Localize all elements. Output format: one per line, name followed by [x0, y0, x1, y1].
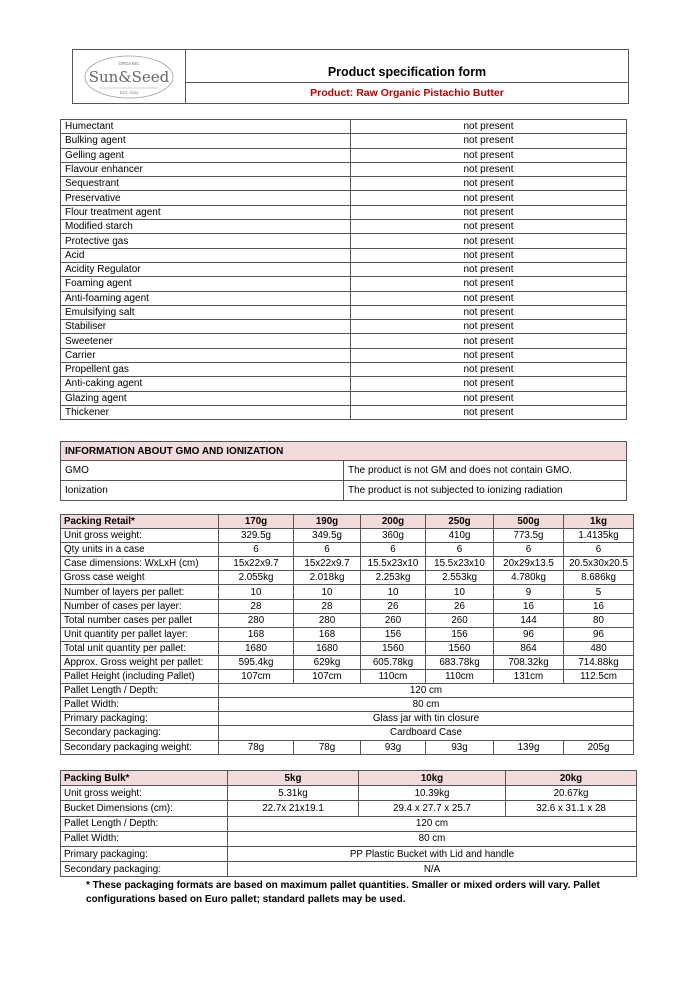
logo-cell — [73, 50, 186, 103]
retail-cell: 1680 — [294, 641, 361, 655]
retail-cell: 260 — [426, 613, 494, 627]
additive-name: Acid — [61, 248, 351, 262]
additive-name: Flour treatment agent — [61, 205, 351, 219]
additive-value: not present — [351, 377, 627, 391]
retail-cell: 28 — [294, 599, 361, 613]
retail-cell: 16 — [564, 599, 634, 613]
retail-cell: 26 — [426, 599, 494, 613]
retail-row — [61, 571, 634, 585]
retail-cell: 28 — [219, 599, 294, 613]
retail-row-label: Number of layers per pallet: — [61, 585, 219, 599]
additive-name: Glazing agent — [61, 391, 351, 405]
bulk-size-header: 20kg — [506, 771, 637, 786]
retail-cell: 5 — [564, 585, 634, 599]
additive-name: Humectant — [61, 120, 351, 134]
retail-cell: 4.780kg — [494, 571, 564, 585]
retail-cell: 144 — [494, 613, 564, 627]
retail-cell: 6 — [564, 543, 634, 557]
product-name: Product: Raw Organic Pistachio Butter — [310, 87, 504, 99]
bulk-row-label: Pallet Width: — [61, 831, 228, 846]
retail-cell: 280 — [294, 613, 361, 627]
retail-cell: 6 — [361, 543, 426, 557]
retail-cell: 6 — [494, 543, 564, 557]
retail-cell: 15x22x9.7 — [294, 557, 361, 571]
additive-row — [61, 177, 627, 191]
additive-name: Flavour enhancer — [61, 162, 351, 176]
logo-top-text: ORGANIC — [118, 60, 140, 66]
retail-cell: 605.78kg — [361, 655, 426, 669]
retail-cell: 6 — [294, 543, 361, 557]
bulk-merged-row — [61, 831, 637, 846]
retail-row-label: Pallet Height (including Pallet) — [61, 670, 219, 684]
retail-cell: 16 — [494, 599, 564, 613]
additive-row — [61, 391, 627, 405]
gmo-row — [61, 461, 627, 481]
retail-cell: 168 — [219, 627, 294, 641]
packing-bulk-table — [60, 770, 637, 877]
retail-size-header: 200g — [361, 515, 426, 529]
retail-cell: 480 — [564, 641, 634, 655]
retail-cell: 96 — [494, 627, 564, 641]
additive-row — [61, 205, 627, 219]
retail-cell: 10 — [361, 585, 426, 599]
bulk-cell: 29.4 x 27.7 x 25.7 — [359, 801, 506, 816]
additive-value: not present — [351, 205, 627, 219]
additive-value: not present — [351, 291, 627, 305]
additive-name: Acidity Regulator — [61, 262, 351, 276]
title-cell — [186, 50, 628, 103]
retail-heading-row — [61, 515, 634, 529]
retail-size-header: 500g — [494, 515, 564, 529]
retail-merged-value: Cardboard Case — [219, 726, 634, 740]
retail-cell: 349.5g — [294, 529, 361, 543]
packing-retail-table — [60, 514, 634, 755]
retail-cell: 410g — [426, 529, 494, 543]
additive-name: Sequestrant — [61, 177, 351, 191]
additive-row — [61, 348, 627, 362]
retail-row — [61, 585, 634, 599]
bulk-row-label: Pallet Length / Depth: — [61, 816, 228, 831]
retail-row — [61, 613, 634, 627]
retail-cell: 15.5x23x10 — [426, 557, 494, 571]
bulk-row-label: Bucket Dimensions (cm): — [61, 801, 228, 816]
form-title: Product specification form — [186, 50, 628, 83]
additive-name: Gelling agent — [61, 148, 351, 162]
retail-cell: 26 — [361, 599, 426, 613]
additive-name: Sweetener — [61, 334, 351, 348]
additive-value: not present — [351, 220, 627, 234]
retail-cell: 10 — [426, 585, 494, 599]
footnote: * These packaging formats are based on maximum pallet quantities. Smaller or mixed orders will vary. Pallet configurations based on Euro pallet; standard pallets may be used. — [86, 880, 600, 905]
retail-cell: 96 — [564, 627, 634, 641]
retail-cell: 629kg — [294, 655, 361, 669]
additive-row — [61, 120, 627, 134]
retail-cell: 156 — [361, 627, 426, 641]
retail-row-label: Pallet Width: — [61, 698, 219, 712]
additive-value: not present — [351, 191, 627, 205]
additive-row — [61, 248, 627, 262]
retail-row-label: Approx. Gross weight per pallet: — [61, 655, 219, 669]
logo-brand-text: Sun&Seed — [88, 67, 170, 86]
bulk-size-header: 5kg — [228, 771, 359, 786]
bulk-merged-value: N/A — [228, 862, 637, 877]
additive-row — [61, 334, 627, 348]
retail-cell: 360g — [361, 529, 426, 543]
retail-cell: 329.5g — [219, 529, 294, 543]
retail-cell: 1560 — [361, 641, 426, 655]
retail-merged-row — [61, 712, 634, 726]
document-header — [72, 49, 629, 104]
bulk-size-header: 10kg — [359, 771, 506, 786]
retail-merged-row — [61, 698, 634, 712]
retail-row — [61, 670, 634, 684]
retail-cell: 595.4kg — [219, 655, 294, 669]
retail-cell: 112.5cm — [564, 670, 634, 684]
retail-row-label: Secondary packaging: — [61, 726, 219, 740]
gmo-ionization-table — [60, 441, 627, 501]
additive-row — [61, 191, 627, 205]
additive-value: not present — [351, 134, 627, 148]
retail-row-label: Gross case weight — [61, 571, 219, 585]
retail-cell: 78g — [219, 740, 294, 754]
bulk-merged-value: 120 cm — [228, 816, 637, 831]
additive-row — [61, 134, 627, 148]
additive-value: not present — [351, 391, 627, 405]
retail-row — [61, 599, 634, 613]
retail-cell: 20.5x30x20.5 — [564, 557, 634, 571]
retail-cell: 131cm — [494, 670, 564, 684]
additive-row — [61, 305, 627, 319]
retail-cell: 1680 — [219, 641, 294, 655]
retail-row-label: Pallet Length / Depth: — [61, 684, 219, 698]
additive-row — [61, 148, 627, 162]
retail-cell: 6 — [426, 543, 494, 557]
retail-row-label: Primary packaging: — [61, 712, 219, 726]
gmo-value: The product is not subjected to ionizing radiation — [344, 481, 627, 501]
retail-size-header: 190g — [294, 515, 361, 529]
gmo-row — [61, 481, 627, 501]
gmo-heading-row — [61, 442, 627, 461]
retail-heading: Packing Retail* — [61, 515, 219, 529]
retail-row-label: Unit quantity per pallet layer: — [61, 627, 219, 641]
additive-name: Carrier — [61, 348, 351, 362]
retail-merged-value: Glass jar with tin closure — [219, 712, 634, 726]
retail-cell: 10 — [219, 585, 294, 599]
retail-cell: 280 — [219, 613, 294, 627]
bulk-row-label: Primary packaging: — [61, 846, 228, 861]
additive-row — [61, 405, 627, 419]
additive-name: Propellent gas — [61, 363, 351, 377]
retail-row — [61, 655, 634, 669]
additive-value: not present — [351, 334, 627, 348]
retail-cell: 2.018kg — [294, 571, 361, 585]
additive-name: Anti-foaming agent — [61, 291, 351, 305]
bulk-cell: 10.39kg — [359, 786, 506, 801]
bulk-cell: 20.67kg — [506, 786, 637, 801]
retail-cell: 8.686kg — [564, 571, 634, 585]
retail-row — [61, 641, 634, 655]
retail-cell: 80 — [564, 613, 634, 627]
additive-name: Anti-caking agent — [61, 377, 351, 391]
retail-merged-value: 120 cm — [219, 684, 634, 698]
bulk-row — [61, 786, 637, 801]
retail-cell: 15x22x9.7 — [219, 557, 294, 571]
additive-row — [61, 291, 627, 305]
bulk-row-label: Secondary packaging: — [61, 862, 228, 877]
bulk-cell: 32.6 x 31.1 x 28 — [506, 801, 637, 816]
retail-cell: 20x29x13.5 — [494, 557, 564, 571]
bulk-merged-value: PP Plastic Bucket with Lid and handle — [228, 846, 637, 861]
additive-value: not present — [351, 234, 627, 248]
retail-cell: 683.78kg — [426, 655, 494, 669]
retail-cell: 78g — [294, 740, 361, 754]
retail-cell: 139g — [494, 740, 564, 754]
retail-merged-value: 80 cm — [219, 698, 634, 712]
retail-row — [61, 529, 634, 543]
bulk-merged-row — [61, 816, 637, 831]
logo-bottom-text: EST. 2004 — [119, 89, 139, 95]
retail-cell: 2.055kg — [219, 571, 294, 585]
retail-size-header: 250g — [426, 515, 494, 529]
retail-cell: 864 — [494, 641, 564, 655]
bulk-merged-row — [61, 846, 637, 861]
bulk-row — [61, 801, 637, 816]
retail-row-label: Number of cases per layer: — [61, 599, 219, 613]
bulk-merged-row — [61, 862, 637, 877]
retail-cell: 110cm — [361, 670, 426, 684]
retail-cell: 10 — [294, 585, 361, 599]
additives-table — [60, 119, 627, 420]
additive-value: not present — [351, 120, 627, 134]
sun-and-seed-logo — [79, 52, 179, 102]
retail-row — [61, 627, 634, 641]
gmo-label: Ionization — [61, 481, 344, 501]
bulk-merged-value: 80 cm — [228, 831, 637, 846]
retail-row-label: Total unit quantity per pallet: — [61, 641, 219, 655]
retail-row — [61, 557, 634, 571]
additive-row — [61, 162, 627, 176]
retail-cell: 714.88kg — [564, 655, 634, 669]
additive-value: not present — [351, 320, 627, 334]
retail-row-label: Unit gross weight: — [61, 529, 219, 543]
additive-row — [61, 277, 627, 291]
bulk-heading-row — [61, 771, 637, 786]
additive-name: Emulsifying salt — [61, 305, 351, 319]
retail-cell: 15.5x23x10 — [361, 557, 426, 571]
retail-merged-row — [61, 726, 634, 740]
additive-name: Thickener — [61, 405, 351, 419]
retail-row-label: Case dimensions: WxLxH (cm) — [61, 557, 219, 571]
additive-row — [61, 220, 627, 234]
bulk-cell: 22.7x 21x19.1 — [228, 801, 359, 816]
retail-cell: 1.4135kg — [564, 529, 634, 543]
bulk-row-label: Unit gross weight: — [61, 786, 228, 801]
gmo-label: GMO — [61, 461, 344, 481]
retail-cell: 93g — [361, 740, 426, 754]
bulk-cell: 5.31kg — [228, 786, 359, 801]
additive-row — [61, 234, 627, 248]
retail-cell: 205g — [564, 740, 634, 754]
retail-row-label: Total number cases per pallet — [61, 613, 219, 627]
retail-cell: 6 — [219, 543, 294, 557]
additive-value: not present — [351, 348, 627, 362]
retail-row-label: Qty units in a case — [61, 543, 219, 557]
additive-value: not present — [351, 262, 627, 276]
retail-row — [61, 740, 634, 754]
additive-value: not present — [351, 363, 627, 377]
additive-name: Bulking agent — [61, 134, 351, 148]
retail-row-label: Secondary packaging weight: — [61, 740, 219, 754]
retail-size-header: 1kg — [564, 515, 634, 529]
retail-cell: 9 — [494, 585, 564, 599]
additive-value: not present — [351, 305, 627, 319]
retail-cell: 2.553kg — [426, 571, 494, 585]
bulk-heading: Packing Bulk* — [61, 771, 228, 786]
additive-row — [61, 377, 627, 391]
retail-cell: 107cm — [219, 670, 294, 684]
additive-value: not present — [351, 405, 627, 419]
retail-cell: 260 — [361, 613, 426, 627]
additive-value: not present — [351, 162, 627, 176]
additive-name: Foaming agent — [61, 277, 351, 291]
additive-name: Modified starch — [61, 220, 351, 234]
additive-value: not present — [351, 177, 627, 191]
retail-cell: 708.32kg — [494, 655, 564, 669]
additive-value: not present — [351, 277, 627, 291]
retail-row — [61, 543, 634, 557]
retail-cell: 156 — [426, 627, 494, 641]
additive-value: not present — [351, 148, 627, 162]
additive-row — [61, 262, 627, 276]
retail-cell: 110cm — [426, 670, 494, 684]
additive-name: Preservative — [61, 191, 351, 205]
retail-cell: 93g — [426, 740, 494, 754]
additive-name: Stabiliser — [61, 320, 351, 334]
retail-cell: 107cm — [294, 670, 361, 684]
gmo-value: The product is not GM and does not contain GMO. — [344, 461, 627, 481]
retail-cell: 168 — [294, 627, 361, 641]
retail-merged-row — [61, 684, 634, 698]
retail-cell: 2.253kg — [361, 571, 426, 585]
gmo-heading: INFORMATION ABOUT GMO AND IONIZATION — [61, 442, 627, 461]
retail-cell: 773.5g — [494, 529, 564, 543]
additive-name: Protective gas — [61, 234, 351, 248]
retail-size-header: 170g — [219, 515, 294, 529]
additive-value: not present — [351, 248, 627, 262]
additive-row — [61, 363, 627, 377]
retail-cell: 1560 — [426, 641, 494, 655]
additive-row — [61, 320, 627, 334]
